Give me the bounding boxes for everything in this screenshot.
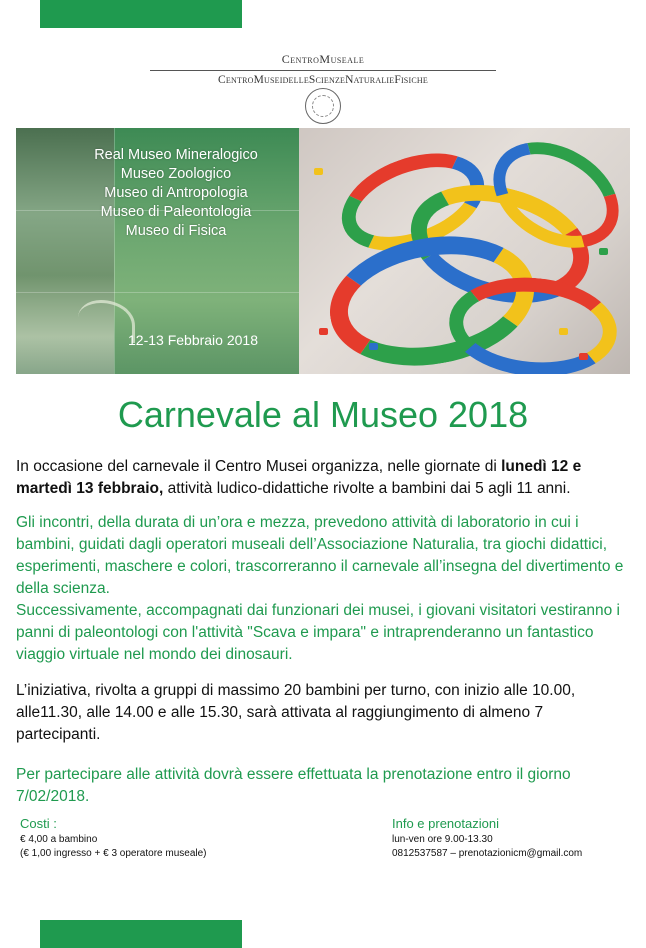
museum-item: Museo Zoologico (120, 166, 232, 182)
costs-line-2: (€ 1,00 ingresso + € 3 operatore museale) (20, 848, 207, 859)
header-line-1: CentroMuseale (281, 52, 365, 66)
activities-paragraph (16, 512, 628, 666)
dinosaur-skeleton-icon (78, 300, 135, 343)
museum-seal-logo (305, 88, 341, 124)
banner-carnival-streamers-photo (299, 128, 630, 374)
intro-paragraph (16, 456, 628, 500)
contacts-phone-email: 0812537587 – prenotazionicm@gmail.com (392, 848, 583, 859)
museum-item: Museo di Fisica (125, 223, 227, 239)
contacts-heading: Info e prenotazioni (392, 816, 499, 831)
header-rule (150, 70, 496, 71)
activities-sentence-1: Gli incontri, della durata di un’ora e mezza, prevedono attività di laboratorio in cui i bambini, guidati dagli operatori museali dell’Associazione Naturalia, tra giochi didattici, esperimenti, maschere e colori, trascorreranno il carnevale all’insegna del divertimento e della scienza. (16, 514, 624, 597)
costs-line-1: € 4,00 a bambino (20, 834, 98, 845)
booking-note: Per partecipare alle attività dovrà essere effettuata la prenotazione entro il giorno 7/02/2018. (16, 766, 571, 805)
contacts-hours: lun-ven ore 9.00-13.30 (392, 834, 493, 845)
museum-item: Real Museo Mineralogico (94, 147, 258, 163)
intro-dates-bold: lunedì 12 e martedì 13 febbraio, (16, 458, 582, 497)
top-green-bar (40, 0, 242, 28)
costs-block (20, 815, 207, 861)
contacts-block (392, 815, 582, 861)
header-line-2: CentroMuseidelleScienzeNaturalieFisiche (218, 74, 428, 86)
bottom-green-bar (40, 920, 242, 948)
initiative-paragraph: L’iniziativa, rivolta a gruppi di massimo 20 bambini per turno, con inizio alle 10.00, alle11.30, alle 14.00 e alle 15.30, sarà attivata al raggiungimento di almeno 7 partecipanti. (16, 682, 576, 743)
event-banner (16, 128, 630, 374)
museum-center-header (150, 52, 496, 86)
event-title: Carnevale al Museo 2018 (117, 394, 529, 435)
activities-sentence-2: Successivamente, accompagnati dai funzionari dei musei, i giovani visitatori vestiranno i panni di paleontologi con l'attività "Scava e impara" e intraprenderanno un fantastico viaggio virtuale nel mondo dei dinosauri. (16, 602, 620, 663)
museum-list (76, 146, 276, 241)
intro-text-1: In occasione del carnevale il Centro Musei organizza, nelle giornate di (16, 458, 502, 475)
museum-item: Museo di Paleontologia (100, 204, 252, 220)
museum-item: Museo di Antropologia (104, 185, 248, 201)
event-dates: 12-13 Febbraio 2018 (128, 332, 258, 348)
costs-heading: Costi : (20, 816, 57, 831)
intro-text-2: attività ludico-didattiche rivolte a bambini dai 5 agli 11 anni. (163, 480, 571, 497)
